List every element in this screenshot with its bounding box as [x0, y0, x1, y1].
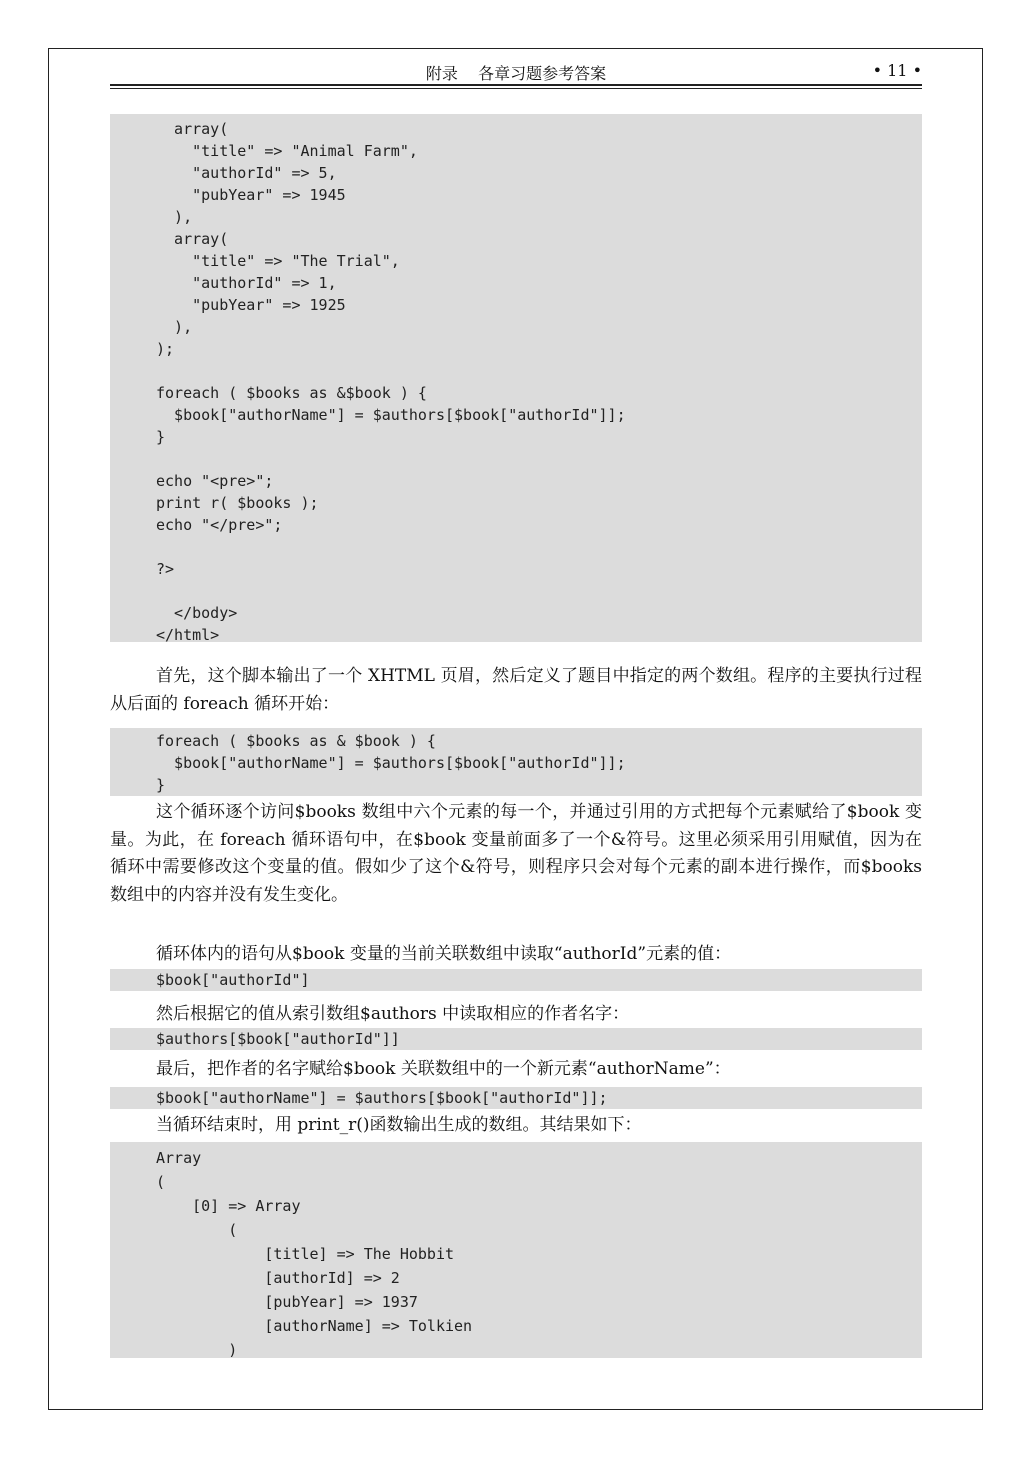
- code-line: [0] => Array: [156, 1197, 301, 1215]
- code-line: ),: [156, 208, 193, 226]
- code-line: }: [156, 428, 166, 446]
- code-line: "title" => "Animal Farm",: [156, 142, 418, 160]
- paragraph-intro: 首先，这个脚本输出了一个 XHTML 页眉，然后定义了题目中指定的两个数组。程序的主要执行过程从后面的 foreach 循环开始：: [110, 666, 922, 714]
- paragraph-print-result: 当循环结束时，用 print_r()函数输出生成的数组。其结果如下：: [156, 1115, 642, 1135]
- code-line: (: [156, 1173, 166, 1191]
- code-line: "pubYear" => 1945: [156, 186, 346, 204]
- code-line: }: [156, 776, 166, 794]
- code-line: "title" => "The Trial",: [156, 252, 400, 270]
- code-line: [156, 536, 922, 558]
- code-line: [156, 360, 922, 382]
- code-line: Array: [156, 1149, 202, 1167]
- code-line: echo "</pre>";: [156, 516, 283, 534]
- code-line: ),: [156, 318, 193, 336]
- code-line: echo "<pre>";: [156, 472, 274, 490]
- header-rule-thick: [110, 84, 922, 86]
- running-header: [110, 58, 922, 84]
- code-block-foreach: [110, 728, 922, 796]
- header-rule-thin: [110, 88, 922, 89]
- header-title: 附录 各章习题参考答案: [425, 64, 607, 83]
- code-line: array(: [156, 120, 229, 138]
- code-line: );: [156, 340, 175, 358]
- code-block-php-continuation: [110, 114, 922, 642]
- code-line: "authorId" => 1,: [156, 274, 337, 292]
- code-line-authors-lookup: $authors[$book["authorId"]]: [110, 1028, 922, 1050]
- code-block-output-array: [110, 1142, 922, 1358]
- code-line: (: [156, 1221, 238, 1239]
- code-line: [pubYear] => 1937: [156, 1293, 418, 1311]
- page-number: • 11 •: [872, 61, 922, 80]
- code-line: array(: [156, 230, 229, 248]
- code-line: ): [156, 1341, 238, 1358]
- code-line: [156, 580, 922, 602]
- code-line: "pubYear" => 1925: [156, 296, 346, 314]
- code-line: $book["authorName"] = $authors[$book["authorId"]];: [156, 406, 626, 424]
- code-line: </body>: [156, 604, 238, 622]
- code-line: [title] => The Hobbit: [156, 1245, 455, 1263]
- code-line: ?>: [156, 560, 175, 578]
- code-line: $book["authorName"] = $authors[$book["authorId"]];: [156, 754, 626, 772]
- code-line: foreach ( $books as &$book ) {: [156, 384, 427, 402]
- paragraph-loop-explanation: 这个循环逐个访问$books 数组中六个元素的每一个，并通过引用的方式把每个元素赋给了$book 变量。为此，在 foreach 循环语句中，在$book 变量前面多了一个&符号。这里必须采用引用赋值，因为在循环中需要修改这个变量的值。假如少了这个&符号，则程序只会对每个元素的副本进行操作，而$books 数组中的内容并没有发生变化。: [110, 802, 922, 905]
- paragraph-assign-author-name: 最后，把作者的名字赋给$book 关联数组中的一个新元素“authorName”：: [156, 1059, 731, 1079]
- code-line: foreach ( $books as & $book ) {: [156, 732, 436, 750]
- code-line: </html>: [156, 626, 220, 642]
- code-line: [authorId] => 2: [156, 1269, 400, 1287]
- paragraph-read-author-name: 然后根据它的值从索引数组$authors 中读取相应的作者名字：: [156, 1004, 630, 1024]
- code-line-authorid: $book["authorId"]: [110, 969, 922, 991]
- code-line: print r( $books );: [156, 494, 319, 512]
- code-line-assign: $book["authorName"] = $authors[$book["authorId"]];: [110, 1087, 922, 1109]
- code-line: [156, 448, 922, 470]
- code-line: [authorName] => Tolkien: [156, 1317, 473, 1335]
- code-line: "authorId" => 5,: [156, 164, 337, 182]
- paragraph-read-authorid: 循环体内的语句从$book 变量的当前关联数组中读取“authorId”元素的值：: [156, 944, 732, 964]
